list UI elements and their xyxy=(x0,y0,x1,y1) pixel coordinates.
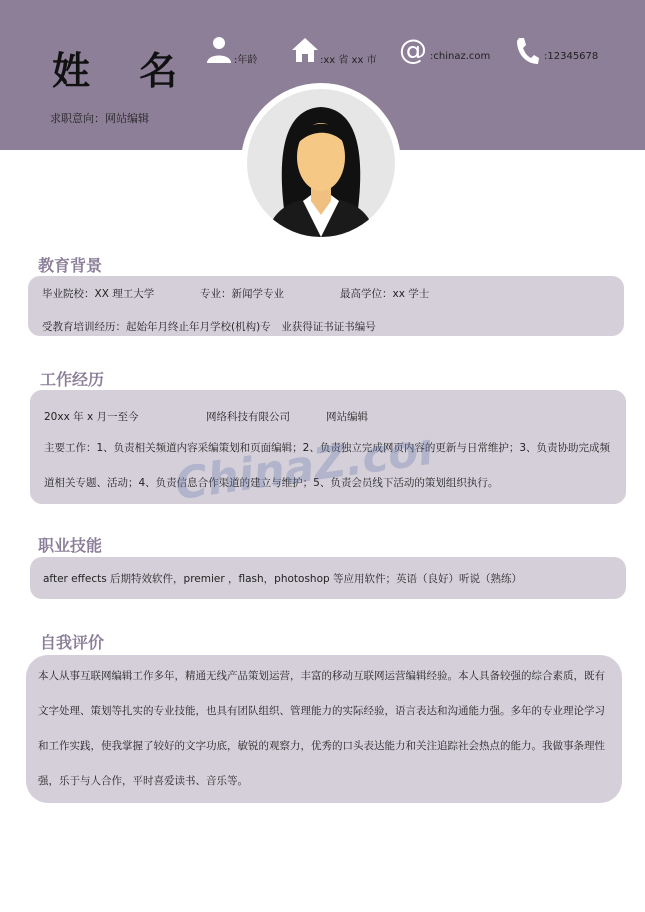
education-training: 受教育培训经历：起始年月终止年月学校(机构)专 业获得证书证书编号 xyxy=(42,321,376,333)
self-eval-panel xyxy=(26,655,622,803)
contact-age xyxy=(206,36,286,76)
education-title: 教育背景 xyxy=(38,256,103,275)
education-school: 毕业院校：XX 理工大学 xyxy=(42,288,155,300)
education-degree: 最高学位：xx 学士 xyxy=(340,288,430,300)
work-panel xyxy=(30,390,626,504)
person-icon xyxy=(206,36,232,64)
svg-text:ChinaZ.com: ChinaZ.com xyxy=(172,420,430,510)
age-text: :年龄 xyxy=(234,55,258,66)
phone-text: :12345678 xyxy=(544,51,599,62)
email-text: :chinaz.com xyxy=(430,51,491,62)
contact-email xyxy=(398,36,508,76)
candidate-name: 姓 名 xyxy=(52,49,196,93)
at-sign-icon xyxy=(398,36,428,66)
skills-title: 职业技能 xyxy=(38,536,103,555)
skills-panel xyxy=(30,557,626,599)
work-title: 工作经历 xyxy=(40,370,105,389)
education-panel xyxy=(28,276,624,336)
work-period: 20xx 年 x 月一至今 xyxy=(44,411,139,423)
education-major: 专业：新闻学专业 xyxy=(200,288,284,300)
avatar-woman-icon xyxy=(247,89,395,237)
work-position: 网站编辑 xyxy=(326,411,368,423)
work-duties: 主要工作：1、负责相关频道内容采编策划和页面编辑；2、负责独立完成网页内容的更新与日常维护；3、负责协助完成频道相关专题、活动；4、负责信息合作渠道的建立与维护；5、负责会员线下活动的策划组织执行。 xyxy=(44,442,611,489)
work-company: 网络科技有限公司 xyxy=(206,411,290,423)
phone-icon xyxy=(514,36,540,66)
address-text: :xx 省 xx 市 xyxy=(320,55,377,66)
svg-text:@: @ xyxy=(399,36,427,66)
skills-text: after effects 后期特效软件，premier ，flash，photoshop 等应用软件；英语（良好）听说（熟练） xyxy=(43,573,523,585)
job-intent: 求职意向：网站编辑 xyxy=(50,112,149,125)
contact-address xyxy=(290,36,390,76)
contact-phone xyxy=(514,36,614,76)
profile-photo-frame xyxy=(241,83,401,243)
self-eval-title: 自我评价 xyxy=(40,633,105,652)
self-eval-text: 本人从事互联网编辑工作多年，精通无线产品策划运营，丰富的移动互联网运营编辑经验。本人具备较强的综合素质，既有文字处理、策划等扎实的专业技能，也具有团队组织、管理能力的实际经验，语言表达和沟通能力强。多年的专业理论学习和工作实践，使我掌握了较好的文字功底，敏锐的观察力，优秀的口头表达能力和关注追踪社会热点的能力。我做事条理性强，乐于与人合作，平时喜爱读书、音乐等。 xyxy=(38,670,605,787)
home-icon xyxy=(290,36,320,64)
avatar xyxy=(247,89,395,237)
